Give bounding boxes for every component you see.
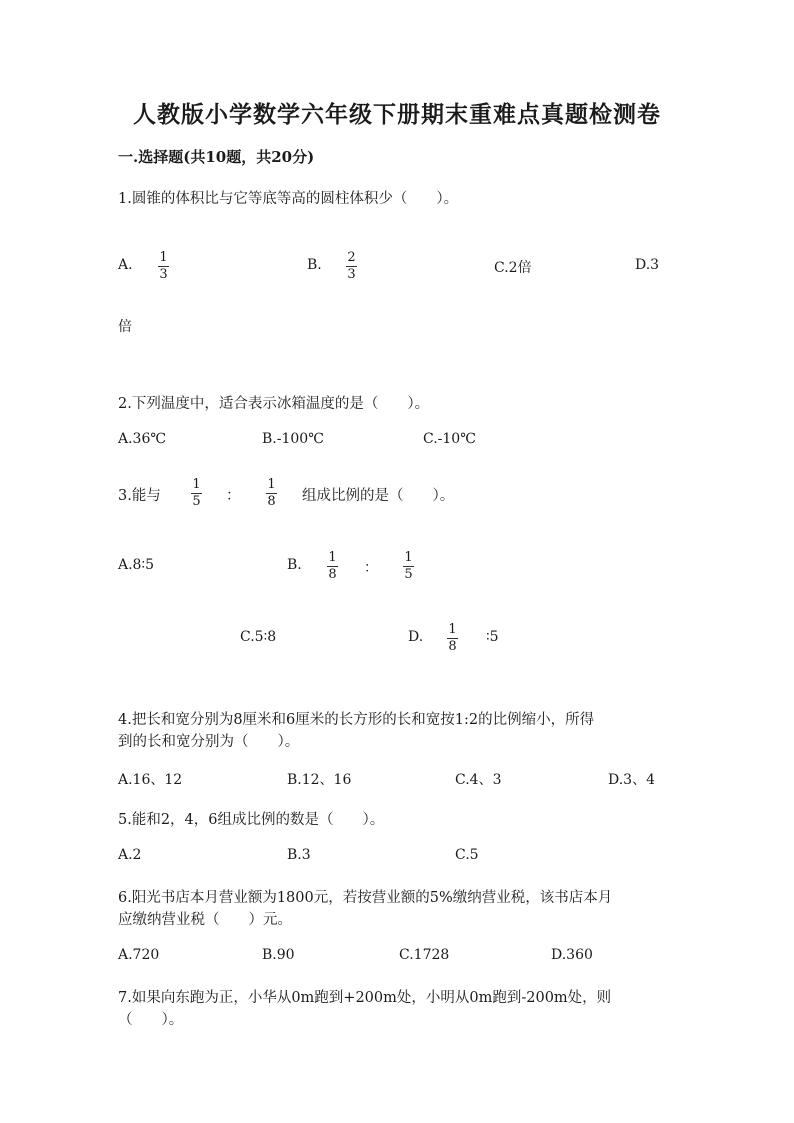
q2-option-b: B.-100℃: [262, 431, 324, 447]
q4-option-b: B.12、16: [287, 772, 352, 788]
q1-option-b-fraction: [346, 251, 357, 282]
fraction-numerator: 1: [328, 550, 337, 565]
q3-option-b-fraction-1: [327, 551, 338, 582]
fraction-numerator: 1: [404, 550, 413, 565]
fraction-denominator: 8: [448, 639, 457, 654]
q2-option-c: C.-10℃: [423, 431, 476, 447]
q3-option-a: A.8∶5: [118, 557, 155, 573]
q4-option-d: D.3、4: [608, 772, 655, 788]
q1-option-b-label: B.: [307, 257, 322, 273]
q1-option-d-wrap: 倍: [118, 319, 132, 335]
question-6-line-1: 6.阳光书店本月营业额为1800元，若按营业额的5%缴纳营业税，该书店本月: [118, 890, 613, 906]
q2-option-a: A.36℃: [118, 431, 167, 447]
q3-option-b-fraction-2: [403, 551, 414, 582]
q3-fraction-2: [266, 478, 277, 509]
q6-option-a: A.720: [118, 947, 160, 963]
q5-option-b: B.3: [287, 847, 311, 863]
q3-option-d-fraction: [447, 623, 458, 654]
question-6-line-2: 应缴纳营业税（ ）元。: [118, 912, 292, 928]
q3-fraction-1: [191, 478, 202, 509]
q6-option-c: C.1728: [399, 947, 450, 963]
fraction-numerator: 1: [192, 477, 201, 492]
q3-ratio-colon: ：: [226, 488, 241, 504]
fraction-denominator: 5: [404, 567, 413, 582]
fraction-numerator: 1: [159, 250, 168, 265]
q4-option-c: C.4、3: [455, 772, 502, 788]
q6-option-d: D.360: [551, 947, 593, 963]
q3-option-d-label: D.: [408, 629, 424, 645]
q4-option-a: A.16、12: [118, 772, 183, 788]
question-4-line-1: 4.把长和宽分别为8厘米和6厘米的长方形的长和宽按1:2的比例缩小，所得: [118, 712, 595, 728]
fraction-numerator: 1: [267, 477, 276, 492]
question-7-line-1: 7.如果向东跑为正，小华从0m跑到+200m处，小明从0m跑到-200m处，则: [118, 990, 612, 1006]
question-2-text: 2.下列温度中，适合表示冰箱温度的是（ ）。: [118, 396, 430, 412]
section-heading: 一.选择题(共10题，共20分): [118, 148, 315, 166]
fraction-denominator: 8: [267, 494, 276, 509]
fraction-numerator: 2: [347, 250, 356, 265]
fraction-denominator: 3: [159, 267, 168, 282]
fraction-denominator: 5: [192, 494, 201, 509]
fraction-numerator: 1: [448, 622, 457, 637]
q1-option-a-fraction: [158, 251, 169, 282]
q3-option-b-label: B.: [287, 557, 302, 573]
question-3-prefix: 3.能与: [118, 488, 161, 504]
question-4-line-2: 到的长和宽分别为（ ）。: [118, 734, 300, 750]
q6-option-b: B.90: [262, 947, 295, 963]
question-7-line-2: （ ）。: [118, 1012, 184, 1028]
question-5-text: 5.能和2，4，6组成比例的数是（ ）。: [118, 812, 385, 828]
q3-option-c: C.5∶8: [240, 629, 277, 645]
q3-option-b-colon: ：: [364, 560, 378, 576]
page-title: 人教版小学数学六年级下册期末重难点真题检测卷: [133, 101, 661, 128]
question-1-text: 1.圆锥的体积比与它等底等高的圆柱体积少（ ）。: [118, 191, 459, 207]
fraction-denominator: 3: [347, 267, 356, 282]
q1-option-c: C.2倍: [494, 260, 532, 276]
question-3-suffix: 组成比例的是（ ）。: [302, 488, 455, 504]
q1-option-a-label: A.: [118, 257, 133, 273]
q1-option-d: D.3: [635, 257, 660, 273]
q5-option-a: A.2: [118, 847, 142, 863]
q3-option-d-suffix: ∶5: [486, 629, 499, 645]
fraction-denominator: 8: [328, 567, 337, 582]
q5-option-c: C.5: [455, 847, 479, 863]
